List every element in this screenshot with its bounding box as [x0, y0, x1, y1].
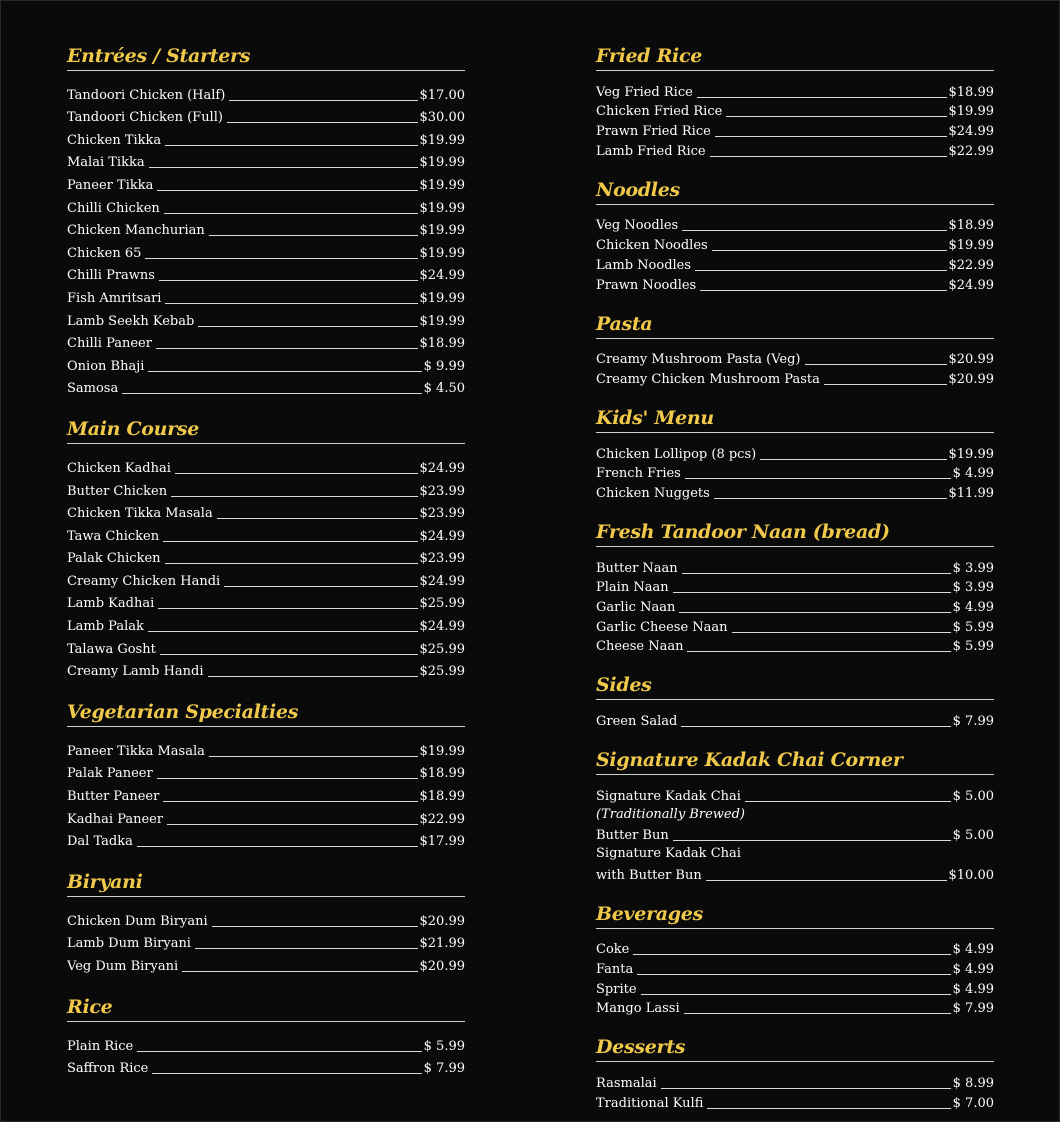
menu-item-name: Signature Kadak Chai	[596, 788, 741, 804]
menu-item-name: Tawa Chicken	[67, 528, 160, 544]
leader-line	[145, 258, 417, 259]
menu-item-name: French Fries	[596, 466, 681, 482]
menu-item-name: Lamb Fried Rice	[596, 143, 706, 159]
menu-item-name: Creamy Mushroom Pasta (Veg)	[596, 352, 801, 368]
menu-item	[596, 1072, 994, 1092]
leader-line	[715, 136, 947, 137]
leader-line	[681, 726, 950, 727]
leader-line	[695, 270, 946, 271]
menu-item-name: Chicken Nuggets	[596, 485, 710, 501]
menu-item	[596, 81, 994, 101]
menu-item	[67, 590, 465, 613]
menu-item-price: $19.99	[419, 313, 465, 329]
leader-line	[714, 498, 947, 499]
menu-item-name: Lamb Palak	[67, 619, 144, 635]
section-pasta	[596, 311, 994, 388]
menu-item-name: Creamy Chicken Mushroom Pasta	[596, 371, 820, 387]
menu-item	[596, 557, 994, 577]
menu-item	[67, 330, 465, 353]
menu-item	[596, 710, 994, 730]
leader-line	[209, 756, 418, 757]
leader-line	[217, 518, 418, 519]
menu-item-price: $25.99	[419, 664, 465, 680]
menu-item-price: $18.99	[419, 336, 465, 352]
menu-item-name: Lamb Noodles	[596, 257, 692, 273]
leader-line	[165, 563, 418, 564]
leader-line	[165, 145, 417, 146]
menu-item-name: with Butter Bun	[596, 867, 702, 883]
section-title: Kids' Menu	[596, 405, 994, 433]
menu-item-name: Coke	[596, 942, 630, 958]
menu-item-price: $10.00	[948, 867, 994, 883]
leader-line	[163, 801, 417, 802]
menu-item-price: $19.99	[419, 177, 465, 193]
menu-item-name: Chicken Tikka	[67, 132, 162, 148]
menu-item	[596, 349, 994, 369]
menu-item-name: Chilli Chicken	[67, 200, 160, 216]
leader-line	[633, 954, 950, 955]
section-fresh-tandoor-naan-bread	[596, 519, 994, 655]
leader-line	[148, 631, 418, 632]
menu-item-price: $20.99	[948, 352, 994, 368]
leader-line	[760, 459, 946, 460]
menu-item-price: $ 7.99	[423, 1061, 465, 1077]
section-title: Main Course	[67, 416, 465, 444]
section-title: Biryani	[67, 869, 465, 897]
menu-item	[67, 760, 465, 783]
menu-item	[67, 658, 465, 681]
menu-item	[67, 828, 465, 851]
leader-line	[148, 371, 421, 372]
menu-item	[67, 522, 465, 545]
menu-item	[596, 234, 994, 254]
menu-item	[67, 81, 465, 104]
leader-line	[700, 290, 946, 291]
leader-line	[710, 156, 947, 157]
menu-item	[67, 782, 465, 805]
menu-item	[596, 616, 994, 636]
menu-item-price: $18.99	[948, 84, 994, 100]
menu-item-name: Green Salad	[596, 714, 678, 730]
menu-item-price: $23.99	[419, 506, 465, 522]
menu-item-name: Butter Bun	[596, 828, 669, 844]
menu-item-name: Prawn Fried Rice	[596, 124, 711, 140]
menu-item	[596, 958, 994, 978]
menu-item-price: $ 8.99	[952, 1075, 994, 1091]
leader-line	[167, 824, 417, 825]
menu-item-price: $ 3.99	[952, 560, 994, 576]
section-biryani	[67, 869, 465, 975]
menu-item-price: $ 7.99	[952, 714, 994, 730]
leader-line	[195, 948, 418, 949]
leader-line	[212, 926, 418, 927]
menu-item-name: Garlic Cheese Naan	[596, 619, 728, 635]
menu-item-name: Chicken Dum Biryani	[67, 913, 208, 929]
leader-line	[198, 326, 417, 327]
menu-item	[596, 140, 994, 160]
leader-line	[175, 473, 418, 474]
leader-line	[152, 1073, 421, 1074]
menu-item-price: $ 4.99	[952, 981, 994, 997]
menu-item-price: $25.99	[419, 641, 465, 657]
menu-item-name: Butter Paneer	[67, 789, 160, 805]
menu-item-price: $24.99	[419, 528, 465, 544]
section-kids-menu	[596, 405, 994, 502]
section-title: Sides	[596, 672, 994, 700]
menu-item-name: Tandoori Chicken (Full)	[67, 110, 223, 126]
menu-item	[67, 737, 465, 760]
leader-line	[641, 994, 951, 995]
menu-item-price: $11.99	[948, 485, 994, 501]
menu-item-price: $19.99	[419, 743, 465, 759]
menu-item-price: $ 9.99	[423, 358, 465, 374]
leader-line	[158, 608, 417, 609]
menu-item-price: $ 4.99	[952, 961, 994, 977]
menu-item-price: $24.99	[419, 460, 465, 476]
menu-item	[596, 443, 994, 463]
leader-line	[684, 1013, 951, 1014]
menu-item	[67, 454, 465, 477]
menu-item-price: $19.99	[419, 200, 465, 216]
menu-item	[67, 635, 465, 658]
leader-line	[163, 541, 417, 542]
menu-item-note: (Traditionally Brewed)	[596, 806, 745, 822]
menu-item	[596, 368, 994, 388]
menu-item-price: $18.99	[419, 766, 465, 782]
menu-item	[596, 463, 994, 483]
menu-item	[596, 101, 994, 121]
leader-line	[707, 1108, 950, 1109]
section-title: Vegetarian Specialties	[67, 699, 465, 727]
menu-item	[596, 824, 994, 844]
leader-line	[682, 230, 946, 231]
menu-item	[596, 577, 994, 597]
leader-line	[156, 348, 418, 349]
section-title: Beverages	[596, 901, 994, 929]
leader-line	[137, 846, 418, 847]
menu-item-name: Paneer Tikka Masala	[67, 743, 205, 759]
menu-item-price: $21.99	[419, 936, 465, 952]
menu-item-price: $24.99	[948, 124, 994, 140]
menu-column-left	[67, 43, 465, 1077]
menu-item-price: $ 4.50	[423, 381, 465, 397]
menu-item	[67, 126, 465, 149]
menu-item-price: $19.99	[948, 104, 994, 120]
menu-item-price: $23.99	[419, 551, 465, 567]
leader-line	[227, 122, 418, 123]
leader-line	[182, 971, 417, 972]
leader-line	[159, 280, 418, 281]
menu-item	[67, 194, 465, 217]
menu-item-price: $19.99	[419, 132, 465, 148]
section-beverages	[596, 901, 994, 1018]
menu-item-price: $25.99	[419, 596, 465, 612]
leader-line	[679, 612, 950, 613]
menu-item-name: Plain Rice	[67, 1038, 134, 1054]
menu-item-name: Paneer Tikka	[67, 177, 154, 193]
section-title: Signature Kadak Chai Corner	[596, 747, 994, 775]
menu-item-name: Creamy Lamb Handi	[67, 664, 204, 680]
menu-item-name: Veg Fried Rice	[596, 84, 693, 100]
menu-item-name: Lamb Kadhai	[67, 596, 155, 612]
section-rice	[67, 994, 465, 1077]
leader-line	[157, 190, 417, 191]
section-vegetarian-specialties	[67, 699, 465, 850]
menu-item-price: $19.99	[419, 290, 465, 306]
menu-item-price: $23.99	[419, 483, 465, 499]
menu-item	[67, 149, 465, 172]
menu-item-price: $18.99	[419, 789, 465, 805]
menu-item-price: $19.99	[948, 446, 994, 462]
menu-item-name: Tandoori Chicken (Half)	[67, 87, 226, 103]
section-title: Rice	[67, 994, 465, 1022]
menu-item-price: $20.99	[419, 959, 465, 974]
menu-item-price: $18.99	[948, 218, 994, 234]
menu-item-name: Talawa Gosht	[67, 641, 156, 657]
menu-item	[596, 215, 994, 235]
menu-item	[596, 939, 994, 959]
menu-item-price: $ 3.99	[952, 580, 994, 596]
menu-item-name: Chicken 65	[67, 245, 142, 261]
leader-line	[824, 384, 947, 385]
menu-item-name: Sprite	[596, 981, 637, 997]
menu-item-price: $22.99	[419, 811, 465, 827]
menu-item	[596, 998, 994, 1018]
section-main-course	[67, 416, 465, 680]
menu-item-price: $ 4.99	[952, 942, 994, 958]
menu-item-price: $ 5.00	[952, 828, 994, 844]
menu-item-price: $19.99	[948, 238, 994, 254]
menu-item-name: Onion Bhaji	[67, 358, 145, 374]
menu-item-name: Chilli Paneer	[67, 336, 152, 352]
leader-line	[673, 840, 951, 841]
menu-item-name: Chicken Tikka Masala	[67, 506, 213, 522]
section-title: Noodles	[596, 177, 994, 205]
menu-item-price: $17.99	[419, 834, 465, 850]
section-title: Entrées / Starters	[67, 43, 465, 71]
menu-item-price: $ 5.00	[952, 788, 994, 804]
leader-line	[685, 478, 951, 479]
menu-item	[596, 978, 994, 998]
menu-item-name: Veg Dum Biryani	[67, 959, 179, 974]
leader-line	[229, 100, 417, 101]
section-title: Fried Rice	[596, 43, 994, 71]
menu-item-name: Chicken Kadhai	[67, 460, 171, 476]
leader-line	[673, 592, 951, 593]
section-signature-kadak-chai-corner	[596, 747, 994, 883]
menu-item-name: Chicken Lollipop (8 pcs)	[596, 446, 757, 462]
menu-item-name: Chilli Prawns	[67, 268, 155, 284]
menu-item-price: $ 4.99	[952, 466, 994, 482]
menu-item	[596, 120, 994, 140]
menu-item-price: $22.99	[948, 143, 994, 159]
section-fried-rice	[596, 43, 994, 160]
leader-line	[165, 303, 417, 304]
leader-line	[164, 213, 418, 214]
menu-item-name: Dal Tadka	[67, 834, 133, 850]
menu-item-price: $24.99	[419, 619, 465, 635]
menu-item	[596, 636, 994, 656]
menu-item	[67, 262, 465, 285]
menu-item-name: Palak Paneer	[67, 766, 153, 782]
leader-line	[706, 880, 947, 881]
menu-item-name: Traditional Kulfi	[596, 1095, 704, 1111]
menu-column-right	[596, 43, 994, 1112]
menu-item-price: $30.00	[419, 110, 465, 126]
menu-item-name: Lamb Seekh Kebab	[67, 313, 195, 329]
leader-line	[726, 116, 946, 117]
menu-item	[67, 352, 465, 375]
menu-item-price: $19.99	[419, 155, 465, 171]
menu-item-name: Fanta	[596, 961, 634, 977]
section-sides	[596, 672, 994, 730]
menu-item-name: Chicken Fried Rice	[596, 104, 723, 120]
menu-item-name: Lamb Dum Biryani	[67, 936, 191, 952]
menu-item-name: Garlic Naan	[596, 600, 676, 615]
menu-item-price: $19.99	[419, 223, 465, 239]
leader-line	[160, 654, 418, 655]
leader-line	[687, 651, 950, 652]
menu-item-name: Palak Chicken	[67, 551, 161, 567]
menu-item-name: Creamy Chicken Handi	[67, 573, 221, 589]
menu-item	[67, 952, 465, 975]
menu-item-name: Malai Tikka	[67, 155, 145, 171]
menu-item	[596, 596, 994, 616]
leader-line	[171, 496, 417, 497]
menu-item	[67, 171, 465, 194]
menu-item-price: $24.99	[419, 268, 465, 284]
menu-item	[67, 217, 465, 240]
menu-item	[67, 805, 465, 828]
section-title: Pasta	[596, 311, 994, 339]
menu-item-price: $20.99	[948, 371, 994, 387]
menu-item-name: Fish Amritsari	[67, 290, 162, 306]
menu-item	[67, 104, 465, 127]
menu-item-name: Cheese Naan	[596, 639, 684, 655]
menu-item	[596, 864, 994, 884]
menu-item-price: $ 7.99	[952, 1001, 994, 1017]
menu-item-name: Plain Naan	[596, 580, 669, 596]
leader-line	[637, 974, 950, 975]
menu-item	[67, 1055, 465, 1078]
menu-item-price: $ 5.99	[952, 619, 994, 635]
menu-item	[67, 239, 465, 262]
menu-item	[67, 284, 465, 307]
menu-item-price: $19.99	[419, 245, 465, 261]
menu-item	[596, 254, 994, 274]
menu-item	[67, 500, 465, 523]
menu-item-price: $ 5.99	[952, 639, 994, 655]
menu-item-name: Kadhai Paneer	[67, 811, 164, 827]
leader-line	[732, 632, 951, 633]
section-entr-es-starters	[67, 43, 465, 397]
leader-line	[697, 97, 947, 98]
menu-item-name-line: Signature Kadak Chai	[596, 846, 741, 862]
menu-item-name: Saffron Rice	[67, 1061, 149, 1077]
menu-item	[67, 375, 465, 398]
menu-item-price: $24.99	[419, 573, 465, 589]
menu-item	[67, 930, 465, 953]
leader-line	[157, 778, 418, 779]
leader-line	[805, 364, 947, 365]
menu-item	[67, 307, 465, 330]
leader-line	[661, 1088, 951, 1089]
menu-item	[67, 545, 465, 568]
section-title: Fresh Tandoor Naan (bread)	[596, 519, 994, 547]
menu-item	[596, 1092, 994, 1112]
leader-line	[208, 676, 418, 677]
leader-line	[122, 393, 421, 394]
menu-item-name: Butter Naan	[596, 560, 678, 576]
menu-item-price: $17.00	[419, 87, 465, 103]
section-desserts	[596, 1034, 994, 1111]
menu-item	[67, 1032, 465, 1055]
menu-item-name: Butter Chicken	[67, 483, 168, 499]
menu-item-name: Chicken Manchurian	[67, 223, 205, 239]
section-noodles	[596, 177, 994, 294]
menu-item	[67, 567, 465, 590]
menu-item	[596, 482, 994, 502]
menu-item	[596, 274, 994, 294]
leader-line	[712, 250, 947, 251]
section-title: Desserts	[596, 1034, 994, 1062]
menu-item	[67, 612, 465, 635]
menu-item-price: $24.99	[948, 277, 994, 293]
menu-item-name: Chicken Noodles	[596, 238, 708, 254]
menu-item-name: Veg Noodles	[596, 218, 679, 234]
menu-item-price: $ 5.99	[423, 1038, 465, 1054]
menu-item-price: $20.99	[419, 913, 465, 929]
menu-item-price: $22.99	[948, 257, 994, 273]
menu-item-name: Prawn Noodles	[596, 277, 697, 293]
leader-line	[682, 573, 951, 574]
menu-item-name: Mango Lassi	[596, 1001, 680, 1017]
leader-line	[745, 801, 951, 802]
leader-line	[149, 167, 418, 168]
menu-item	[596, 785, 994, 805]
menu-item-price: $ 4.99	[952, 600, 994, 615]
menu-item-name: Samosa	[67, 381, 119, 397]
leader-line	[209, 235, 418, 236]
menu-item-price: $ 7.00	[952, 1095, 994, 1111]
menu-item	[67, 907, 465, 930]
menu-item	[67, 477, 465, 500]
leader-line	[224, 586, 417, 587]
leader-line	[137, 1051, 421, 1052]
menu-item-name: Rasmalai	[596, 1075, 657, 1091]
